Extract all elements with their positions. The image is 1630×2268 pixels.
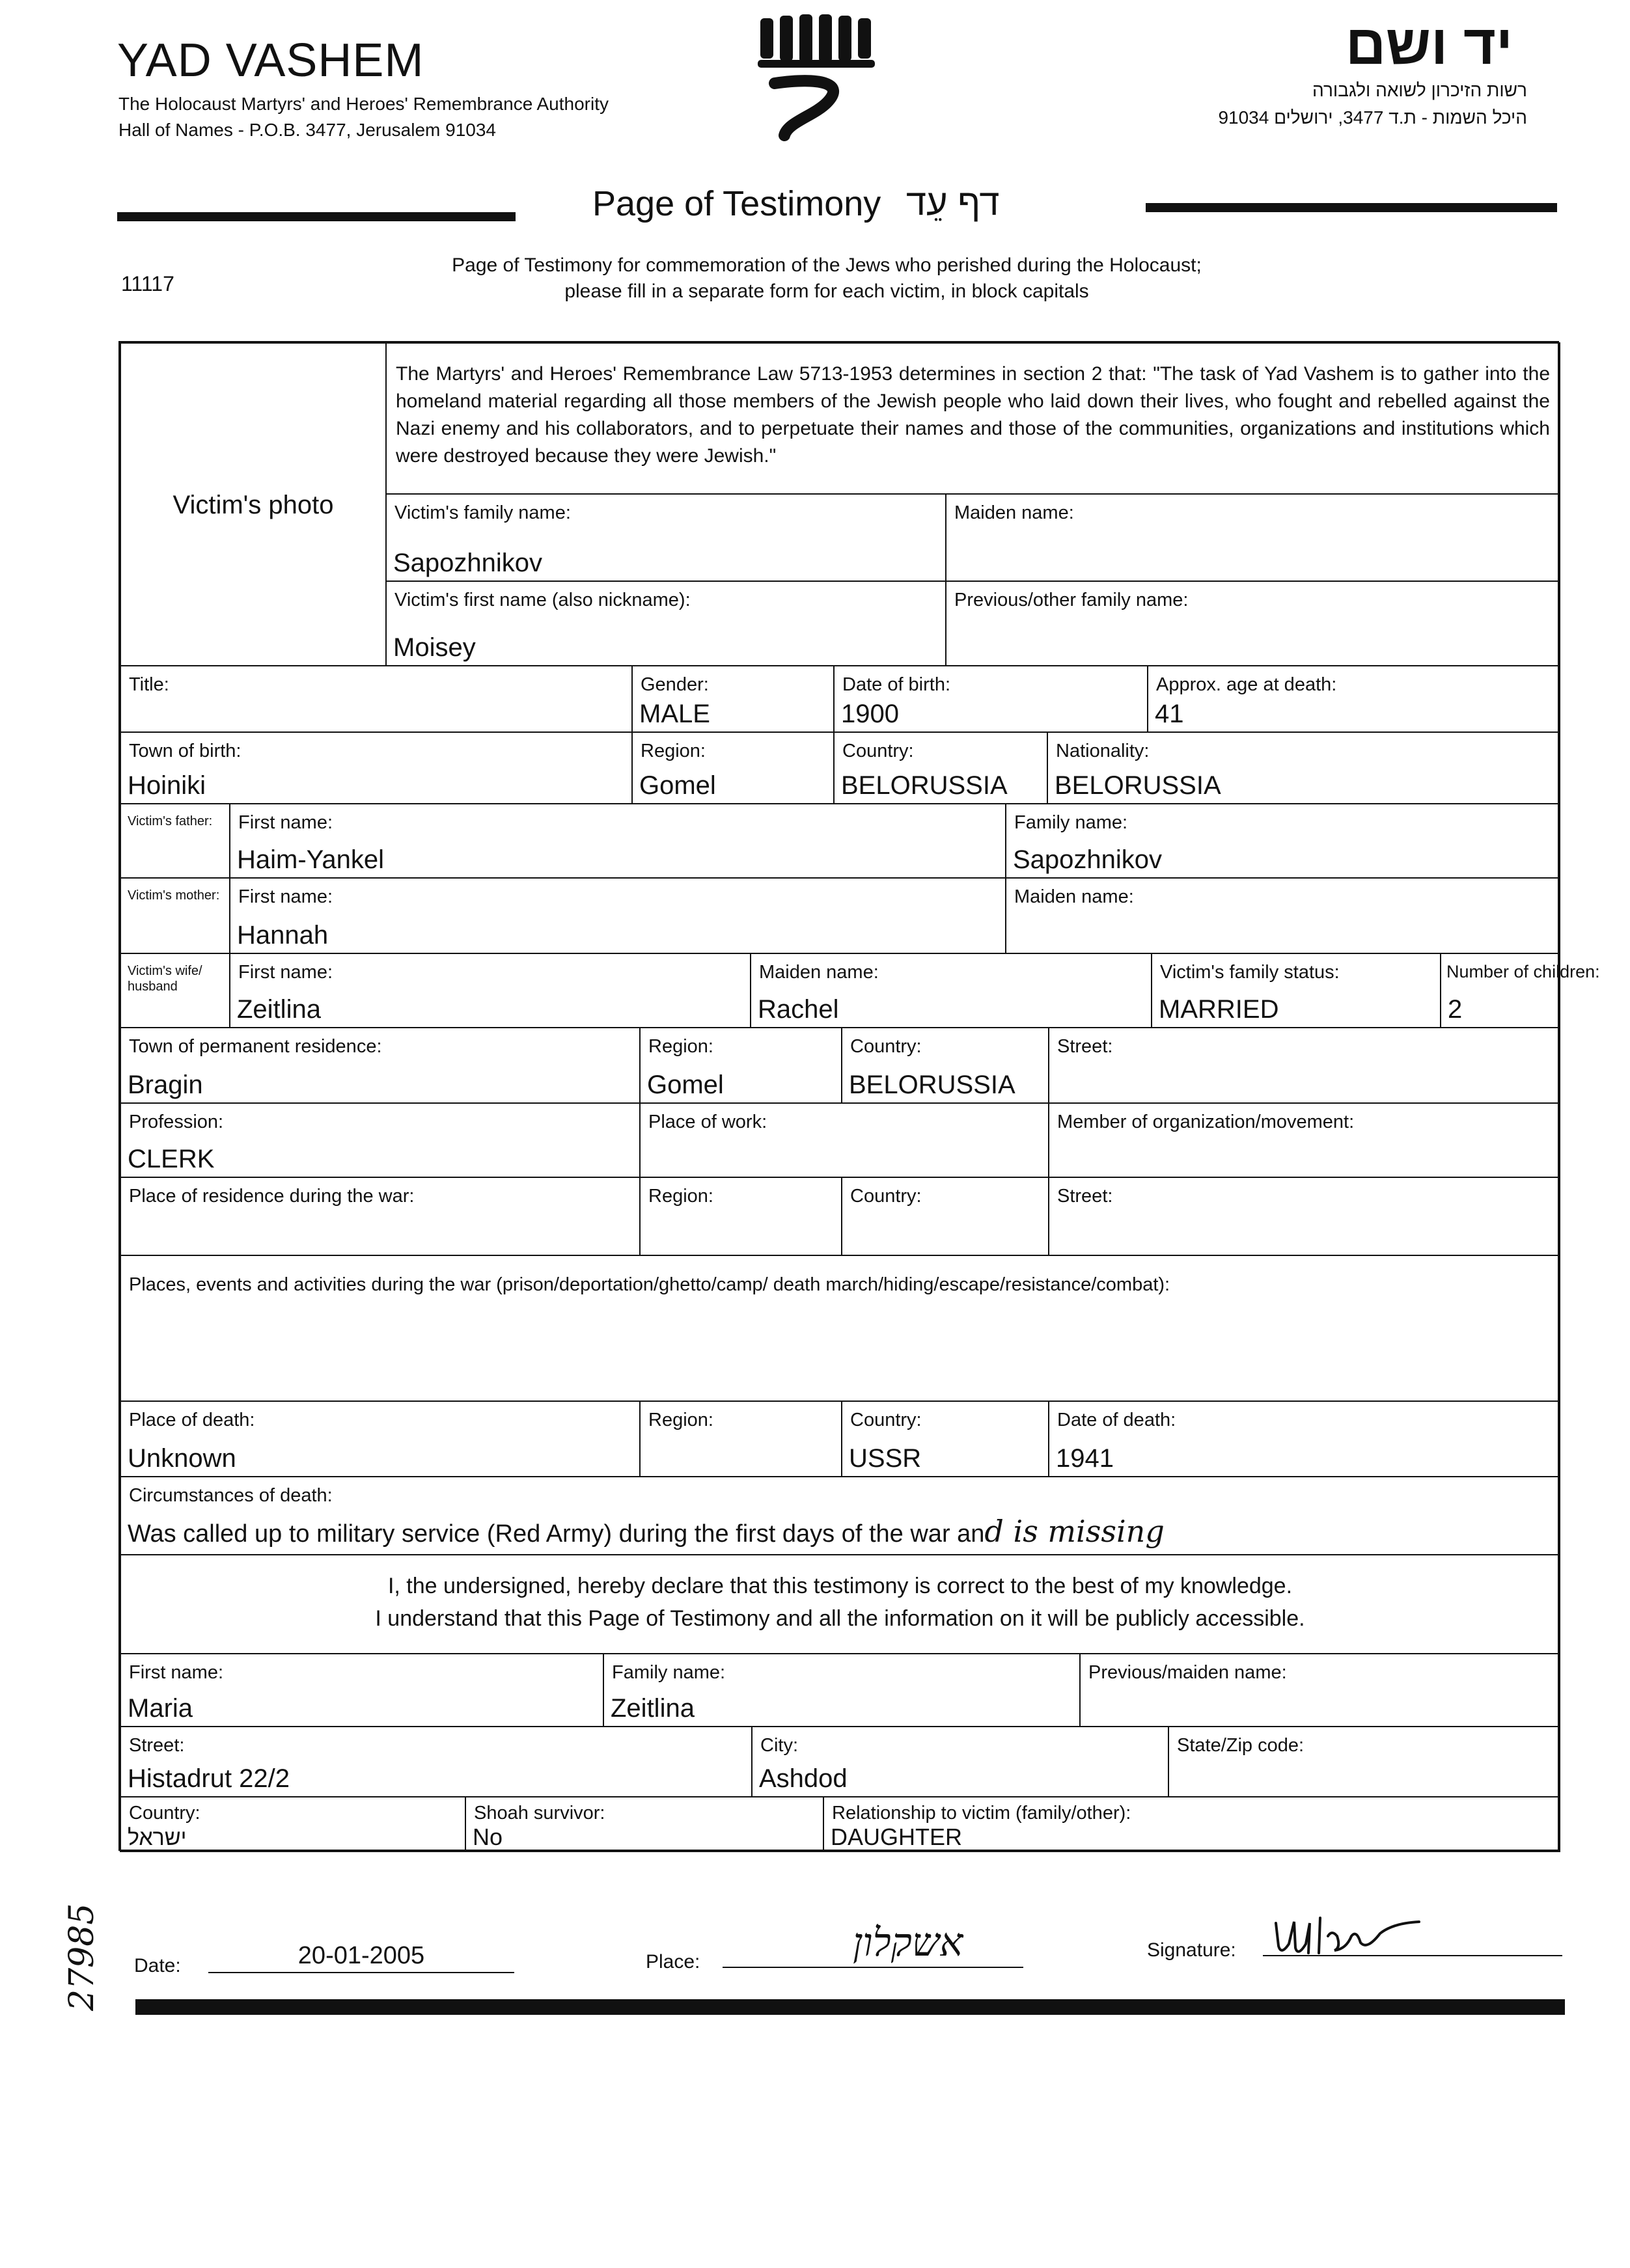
he-org-name: יד ושם <box>1345 14 1513 76</box>
dob-label: Date of birth: <box>842 674 951 695</box>
place-value[interactable]: אשקלון <box>853 1920 963 1965</box>
gender-field[interactable] <box>631 665 835 733</box>
birth-country-value: BELORUSSIA <box>841 771 1008 800</box>
mother-tag <box>120 877 230 954</box>
war-region-field[interactable] <box>639 1177 842 1256</box>
submitter-city-value: Ashdod <box>759 1764 848 1793</box>
form-number: 11117 <box>121 272 174 295</box>
war-residence-label: Place of residence during the war: <box>129 1186 415 1207</box>
submitter-country-label: Country: <box>129 1803 200 1824</box>
nationality-value: BELORUSSIA <box>1055 771 1221 800</box>
children-value: 2 <box>1448 995 1463 1024</box>
shoah-survivor-value: No <box>473 1824 503 1850</box>
he-org-address: היכל השמות - ת.ד 3477, ירושלים 91034 <box>1218 107 1527 128</box>
relationship-value: DAUGHTER <box>831 1824 963 1850</box>
family-name-field[interactable] <box>385 493 946 582</box>
margin-handwritten-number: 27985 <box>62 1903 102 2011</box>
submitter-street-label: Street: <box>129 1735 185 1756</box>
submitter-family-name-field[interactable] <box>603 1653 1081 1727</box>
mother-first-value: Hannah <box>237 921 329 950</box>
yad-vashem-logo-icon <box>749 12 885 142</box>
age-value: 41 <box>1155 700 1184 728</box>
birth-country-field[interactable] <box>833 731 1048 804</box>
death-place-value: Unknown <box>128 1444 236 1473</box>
declaration-text <box>121 1570 1559 1635</box>
submitter-city-field[interactable] <box>751 1726 1169 1797</box>
signature-icon <box>1269 1910 1452 1962</box>
law-text: The Martyrs' and Heroes' Remembrance Law 5713-1953 determines in section 2 that: "The task of Yad Vashem is to gather into the homeland material regarding all those members of the Jewish people who laid down their lives, who fought and rebelled against the Nazi enemy and his collaborators, and to perpetuate their names and those of the communities, organizations and institutions which were destroyed because they were Jewish." <box>396 363 1550 467</box>
res-region-field[interactable] <box>639 1027 842 1104</box>
res-town-value: Bragin <box>128 1071 203 1099</box>
submitter-prev-label: Previous/maiden name: <box>1088 1662 1287 1683</box>
mother-first-label: First name: <box>238 886 333 907</box>
res-town-field[interactable] <box>120 1027 641 1104</box>
war-street-field[interactable] <box>1048 1177 1560 1256</box>
spouse-maiden-name-field[interactable] <box>750 953 1152 1028</box>
family-status-label: Victim's family status: <box>1160 962 1340 983</box>
org-authority: The Holocaust Martyrs' and Heroes' Remembrance Authority <box>118 94 609 114</box>
first-name-value: Moisey <box>393 633 476 662</box>
shoah-survivor-label: Shoah survivor: <box>474 1803 605 1824</box>
title-field[interactable] <box>120 665 633 733</box>
declaration-box <box>120 1554 1560 1654</box>
spouse-maiden-label: Maiden name: <box>759 962 879 983</box>
submitter-first-name-field[interactable] <box>120 1653 604 1727</box>
family-name-value: Sapozhnikov <box>393 549 543 577</box>
page-title-hebrew: דף עֵד <box>906 182 1000 223</box>
birth-region-label: Region: <box>641 741 706 761</box>
age-label: Approx. age at death: <box>1156 674 1337 695</box>
submitter-family-label: Family name: <box>612 1662 726 1683</box>
org-address: Hall of Names - P.O.B. 3477, Jerusalem 91034 <box>118 120 497 140</box>
gender-value: MALE <box>639 700 710 728</box>
title-label: Title: <box>129 674 169 695</box>
circumstances-label: Circumstances of death: <box>129 1485 333 1506</box>
date-value[interactable]: 20-01-2005 <box>297 1942 425 1969</box>
war-country-label: Country: <box>850 1186 922 1207</box>
death-country-field[interactable] <box>841 1400 1049 1477</box>
submitter-zip-field[interactable] <box>1168 1726 1560 1797</box>
dob-field[interactable] <box>833 665 1148 733</box>
death-date-field[interactable] <box>1048 1400 1560 1477</box>
spouse-maiden-value: Rachel <box>758 995 839 1024</box>
father-family-value: Sapozhnikov <box>1013 845 1163 874</box>
submitter-zip-label: State/Zip code: <box>1177 1735 1305 1756</box>
death-date-label: Date of death: <box>1057 1410 1176 1430</box>
birth-region-value: Gomel <box>639 771 716 800</box>
mother-first-name-field[interactable] <box>229 877 1006 954</box>
war-street-label: Street: <box>1057 1186 1113 1207</box>
submitter-prev-name-field[interactable] <box>1079 1653 1560 1727</box>
father-family-label: Family name: <box>1014 812 1128 833</box>
father-tag-text: Victim's father: <box>128 814 213 828</box>
date-line <box>208 1972 514 1973</box>
place-label: Place: <box>646 1951 700 1973</box>
res-region-value: Gomel <box>647 1071 724 1099</box>
submitter-first-label: First name: <box>129 1662 224 1683</box>
org-subtitle <box>118 91 609 143</box>
prev-family-name-label: Previous/other family name: <box>954 590 1189 610</box>
nationality-field[interactable] <box>1047 731 1560 804</box>
work-place-field[interactable] <box>639 1102 1049 1178</box>
spouse-first-name-field[interactable] <box>229 953 751 1028</box>
law-text-box <box>385 342 1560 495</box>
submitter-country-value: ישראל <box>128 1825 187 1850</box>
res-country-value: BELORUSSIA <box>849 1071 1015 1099</box>
submitter-city-label: City: <box>760 1735 798 1756</box>
res-street-field[interactable] <box>1048 1027 1560 1104</box>
intro-line-2: please fill in a separate form for each victim, in block capitals <box>564 280 1089 302</box>
spouse-first-value: Zeitlina <box>237 995 321 1024</box>
profession-value: CLERK <box>128 1145 215 1173</box>
submitter-first-value: Maria <box>128 1694 193 1723</box>
father-first-value: Haim-Yankel <box>237 845 384 874</box>
circumstances-typed-text: Was called up to military service (Red Army) during the first days of the war an <box>128 1520 985 1548</box>
spouse-tag <box>120 953 230 1028</box>
submitter-family-value: Zeitlina <box>611 1694 695 1723</box>
war-events-label: Places, events and activities during the war (prison/deportation/ghetto/camp/ death march/hiding/escape/resistance/combat): <box>129 1274 1170 1295</box>
first-name-field[interactable] <box>385 581 946 666</box>
victim-photo-label: Victim's photo <box>173 491 334 519</box>
res-region-label: Region: <box>648 1036 713 1057</box>
declaration-line-1: I, the undersigned, hereby declare that this testimony is correct to the best of my knowledge. <box>387 1574 1293 1598</box>
birth-town-value: Hoiniki <box>128 771 206 800</box>
submitter-street-field[interactable] <box>120 1726 753 1797</box>
father-tag <box>120 803 230 879</box>
war-residence-field[interactable] <box>120 1177 641 1256</box>
death-place-label: Place of death: <box>129 1410 255 1430</box>
circumstances-value <box>128 1514 1165 1549</box>
family-status-value: MARRIED <box>1159 995 1279 1024</box>
war-region-label: Region: <box>648 1186 713 1207</box>
he-org-subtitle <box>1218 77 1527 131</box>
relationship-field[interactable] <box>823 1796 1560 1852</box>
profession-field[interactable] <box>120 1102 641 1178</box>
war-country-field[interactable] <box>841 1177 1049 1256</box>
relationship-label: Relationship to victim (family/other): <box>832 1803 1131 1824</box>
prev-family-name-field[interactable] <box>945 581 1560 666</box>
circumstances-field[interactable] <box>120 1476 1560 1555</box>
first-name-label: Victim's first name (also nickname): <box>394 590 691 610</box>
member-org-label: Member of organization/movement: <box>1057 1112 1355 1132</box>
intro-text <box>365 253 1289 305</box>
age-field[interactable] <box>1147 665 1560 733</box>
submitter-country-field[interactable] <box>120 1796 466 1852</box>
father-family-name-field[interactable] <box>1005 803 1560 879</box>
declaration-line-2: I understand that this Page of Testimony and all the information on it will be publicly accessible. <box>375 1606 1305 1631</box>
date-label: Date: <box>134 1955 181 1976</box>
family-name-label: Victim's family name: <box>394 502 571 523</box>
signature-label: Signature: <box>1147 1939 1236 1961</box>
maiden-name-label: Maiden name: <box>954 502 1074 523</box>
res-country-field[interactable] <box>841 1027 1049 1104</box>
spouse-tag-text: Victim's wife/ husband <box>128 964 202 994</box>
dob-value: 1900 <box>841 700 899 728</box>
he-org-authority: רשות הזיכרון לשואה ולגבורה <box>1312 80 1527 100</box>
birth-country-label: Country: <box>842 741 914 761</box>
mother-maiden-name-field[interactable] <box>1005 877 1560 954</box>
spouse-first-label: First name: <box>238 962 333 983</box>
res-street-label: Street: <box>1057 1036 1113 1057</box>
page-title: Page of Testimony <box>592 184 881 223</box>
death-region-label: Region: <box>648 1410 713 1430</box>
mother-maiden-label: Maiden name: <box>1014 886 1134 907</box>
death-place-field[interactable] <box>120 1400 641 1477</box>
submitter-street-value: Histadrut 22/2 <box>128 1764 290 1793</box>
mother-tag-text: Victim's mother: <box>128 888 220 903</box>
death-region-field[interactable] <box>639 1400 842 1477</box>
victim-photo-area[interactable] <box>120 342 387 666</box>
intro-line-1: Page of Testimony for commemoration of the Jews who perished during the Holocaust; <box>452 254 1202 276</box>
death-country-value: USSR <box>849 1444 922 1473</box>
nationality-label: Nationality: <box>1056 741 1150 761</box>
birth-town-label: Town of birth: <box>129 741 242 761</box>
footer-rule <box>135 1999 1565 2015</box>
father-first-label: First name: <box>238 812 333 833</box>
res-country-label: Country: <box>850 1036 922 1057</box>
gender-label: Gender: <box>641 674 709 695</box>
birth-town-field[interactable] <box>120 731 633 804</box>
res-town-label: Town of permanent residence: <box>129 1036 382 1057</box>
work-place-label: Place of work: <box>648 1112 767 1132</box>
death-date-value: 1941 <box>1056 1444 1114 1473</box>
member-org-field[interactable] <box>1048 1102 1560 1178</box>
place-line <box>723 1967 1023 1968</box>
family-status-field[interactable] <box>1151 953 1441 1028</box>
testimony-form <box>118 341 1600 1851</box>
org-name: YAD VASHEM <box>117 34 424 87</box>
header-rule-right <box>1146 203 1557 212</box>
children-field[interactable] <box>1440 953 1600 1028</box>
birth-region-field[interactable] <box>631 731 835 804</box>
shoah-survivor-field[interactable] <box>465 1796 824 1852</box>
children-label: Number of children: <box>1446 962 1600 981</box>
maiden-name-field[interactable] <box>945 493 1560 582</box>
war-events-field[interactable] <box>120 1255 1560 1402</box>
header-rule-left <box>117 212 516 221</box>
profession-label: Profession: <box>129 1112 224 1132</box>
father-first-name-field[interactable] <box>229 803 1006 879</box>
death-country-label: Country: <box>850 1410 922 1430</box>
circumstances-handwritten-text: d is missing <box>984 1514 1165 1549</box>
